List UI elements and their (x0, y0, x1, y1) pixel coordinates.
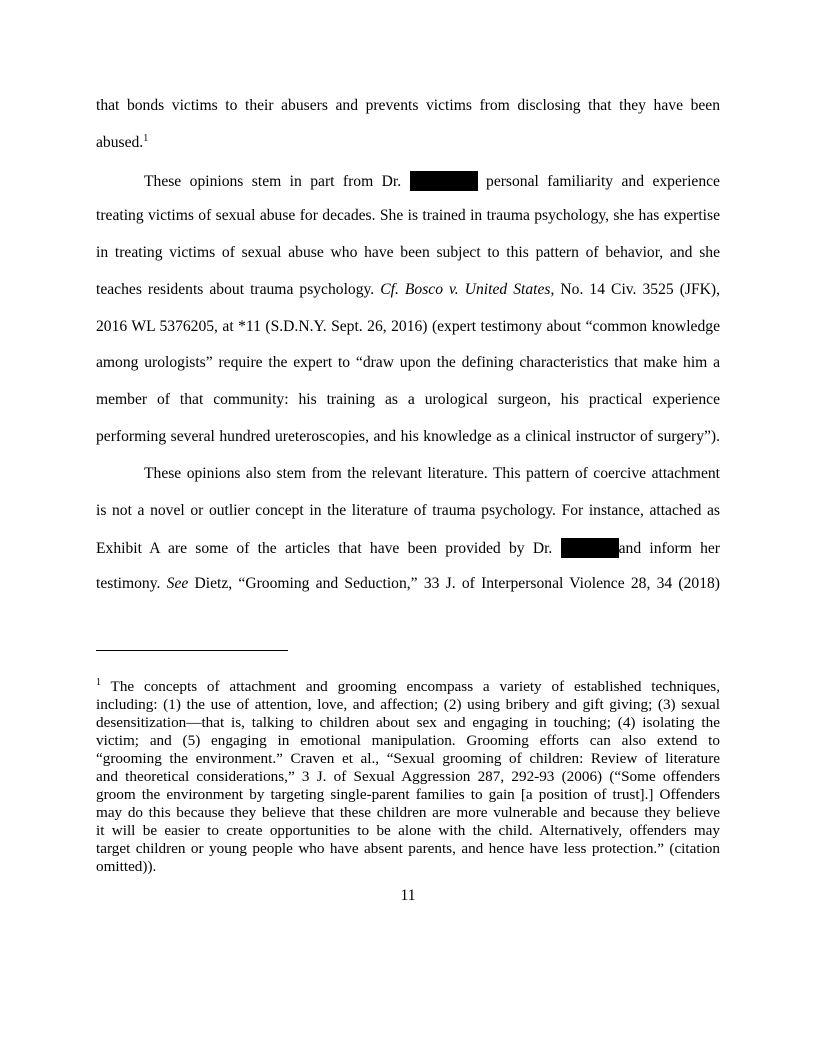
body-line-2 (96, 134, 720, 152)
body-line-11: These opinions also stem from the relevant literature. This pattern of coercive attachment (144, 465, 720, 482)
footnote-line-8: may do this because they believe that these children are more vulnerable and because they believe (96, 804, 720, 821)
body-line-8: among urologists” require the expert to “draw upon the defining characteristics that make him a (96, 354, 720, 371)
case-citation: Cf. Bosco v. United States (380, 281, 551, 298)
footnote-line-1 (96, 678, 720, 696)
footnote-line-5: “grooming the environment.” Craven et al., “Sexual grooming of children: Review of literature (96, 750, 720, 767)
line14-after: Dietz, “Grooming and Seduction,” 33 J. of Interpersonal Violence 28, 34 (2018) (194, 575, 720, 592)
body-line-10: performing several hundred ureteroscopies, and his knowledge as a clinical instructor of surgery”). (96, 428, 720, 445)
footnote-reference[interactable]: 1 (143, 133, 149, 144)
redaction-box (561, 538, 619, 558)
body-line-13 (96, 538, 720, 558)
line6-cite (380, 281, 720, 298)
body-line-7: 2016 WL 5376205, at *11 (S.D.N.Y. Sept. 26, 2016) (expert testimony about “common knowledge (96, 318, 720, 335)
footnote-line-7: groom the environment by targeting single-parent families to gain [a position of trust].] Offenders (96, 786, 720, 803)
body-line-2-text: abused. (96, 134, 144, 151)
footnote-line-2: including: (1) the use of attention, love, and affection; (2) using bribery and gift giving; (3) sexual (96, 696, 720, 713)
footnote-marker: 1 (96, 677, 101, 688)
footnote-line-4: victim; and (5) engaging in emotional manipulation. Grooming efforts can also extend to (96, 732, 720, 749)
footnote-line-10: target children or young people who have absent parents, and hence have less protection.” (citation (96, 840, 720, 857)
redaction-box (410, 171, 478, 191)
footnote-line-11: omitted)). (96, 858, 157, 875)
body-line-6 (96, 281, 720, 299)
body-line-12: is not a novel or outlier concept in the literature of trauma psychology. For instance, attached as (96, 502, 720, 519)
line13-after: and inform her (618, 540, 720, 557)
body-line-14 (96, 575, 720, 593)
footnote-separator (96, 650, 288, 651)
footnote-line-6: and theoretical considerations,” 3 J. of Sexual Aggression 287, 292-93 (2006) (“Some offenders (96, 768, 720, 785)
body-line-4: treating victims of sexual abuse for decades. She is trained in trauma psychology, she has expertise (96, 207, 720, 224)
body-line-1: that bonds victims to their abusers and prevents victims from disclosing that they have been (96, 97, 720, 114)
body-line-3 (144, 171, 720, 191)
line3-after: personal familiarity and experience (486, 173, 720, 190)
footnote-line-9: it will be easier to create opportunities to be alone with the child. Alternatively, offenders may (96, 822, 720, 839)
footnote-line-3: desensitization—that is, talking to children about sex and engaging in touching; (4) isolating the (96, 714, 720, 731)
line14-before: testimony. (96, 575, 161, 592)
line13-before: Exhibit A are some of the articles that have been provided by Dr. (96, 540, 553, 557)
line6-before: teaches residents about trauma psychology. (96, 281, 375, 298)
line3-before: These opinions stem in part from Dr. (144, 173, 402, 190)
citation-signal: See (166, 575, 189, 592)
footnote-line-1-text: The concepts of attachment and grooming encompass a variety of established techniques, (110, 678, 720, 695)
body-line-5: in treating victims of sexual abuse who have been subject to this pattern of behavior, and she (96, 244, 720, 261)
body-line-9: member of that community: his training as a urological surgeon, his practical experience (96, 391, 720, 408)
page-number: 11 (400, 887, 416, 904)
line6-after: , No. 14 Civ. 3525 (JFK), (550, 281, 721, 298)
